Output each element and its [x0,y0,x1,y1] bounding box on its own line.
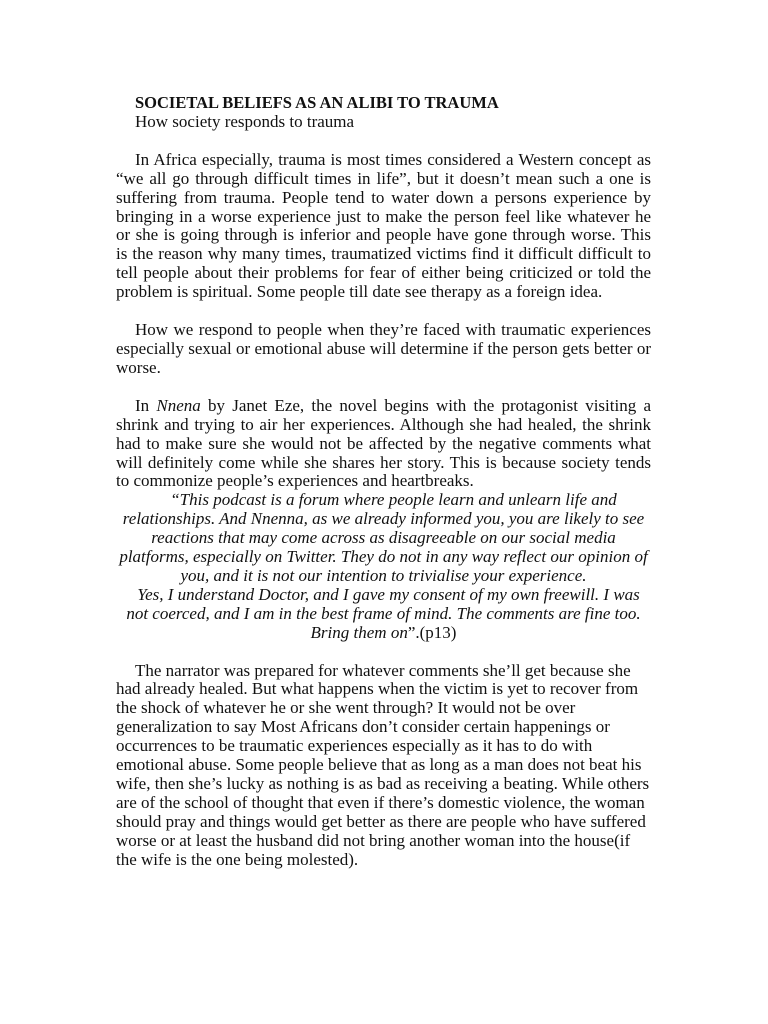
quote-podcast: “This podcast is a forum where people learn and unlearn life and relationships. And Nnenna, as we already informed you, you are likely to see reactions that may come across as disagreeable on our social media platforms, especially on Twitter. They do not in any way reflect our opinion of you, and it is not our intention to trivialise your experience. [119,490,648,585]
document-title: SOCIETAL BELIEFS AS AN ALIBI TO TRAUMA [135,93,499,112]
paragraph-how-we-respond: How we respond to people when they’re faced with traumatic experiences especially sexual or emotional abuse will determine if the person gets better or worse. [116,320,651,377]
document-subtitle: How society responds to trauma [135,111,355,131]
nnena-rest: by Janet Eze, the novel begins with the protagonist visiting a shrink and trying to air her experiences. Although she had healed, the shrink had to make sure she would not be affected by the negative comments what will definitely come while she shares her story. This is because society tends to commonize people’s experiences and heartbreaks. [116,395,651,491]
paragraph-trauma-western-concept: In Africa especially, trauma is most times considered a Western concept as “we all go through difficult times in life”, but it doesn’t mean such a one is suffering from trauma. People tend to water down a persons experience by bringing in a worse experience just to make the person feel like whatever he or she is going through is inferior and people have gone through worse. This is the reason why many times, traumatized victims find it difficult difficult to tell people about their problems for fear of either being criticized or told the problem is spiritual. Some people till date see therapy as a foreign idea. [116,149,651,302]
novel-title: Nnena [156,395,201,415]
block-quote [116,491,651,642]
paragraph-narrator: The narrator was prepared for whatever comments she’ll get because she had already healed. But what happens when the victim is yet to recover from the shock of whatever he or she went through? It would not be over generalization to say Most Africans don’t consider certain happenings or occurrences to be traumatic experiences especially as it has to do with emotional abuse. Some people believe that as long as a man does not beat his wife, then she’s lucky as nothing is as bad as receiving a beating. While others are of the school of thought that even if there’s domestic violence, the woman should pray and things would get better as there are people who have suffered worse or at least the husband did not bring another woman into the house(if the wife is the one being molested). [116,660,650,869]
quote-reply [116,586,651,643]
quote-citation: ”.(p13) [407,622,457,642]
nnena-prefix: In [135,395,157,415]
quote-reply-text: Yes, I understand Doctor, and I gave my consent of my own freewill. I was not coerced, and I am in the best frame of mind. The comments are fine too. Bring them on [126,584,641,642]
paragraph-nnena-novel [116,397,651,492]
document-body [116,94,651,870]
